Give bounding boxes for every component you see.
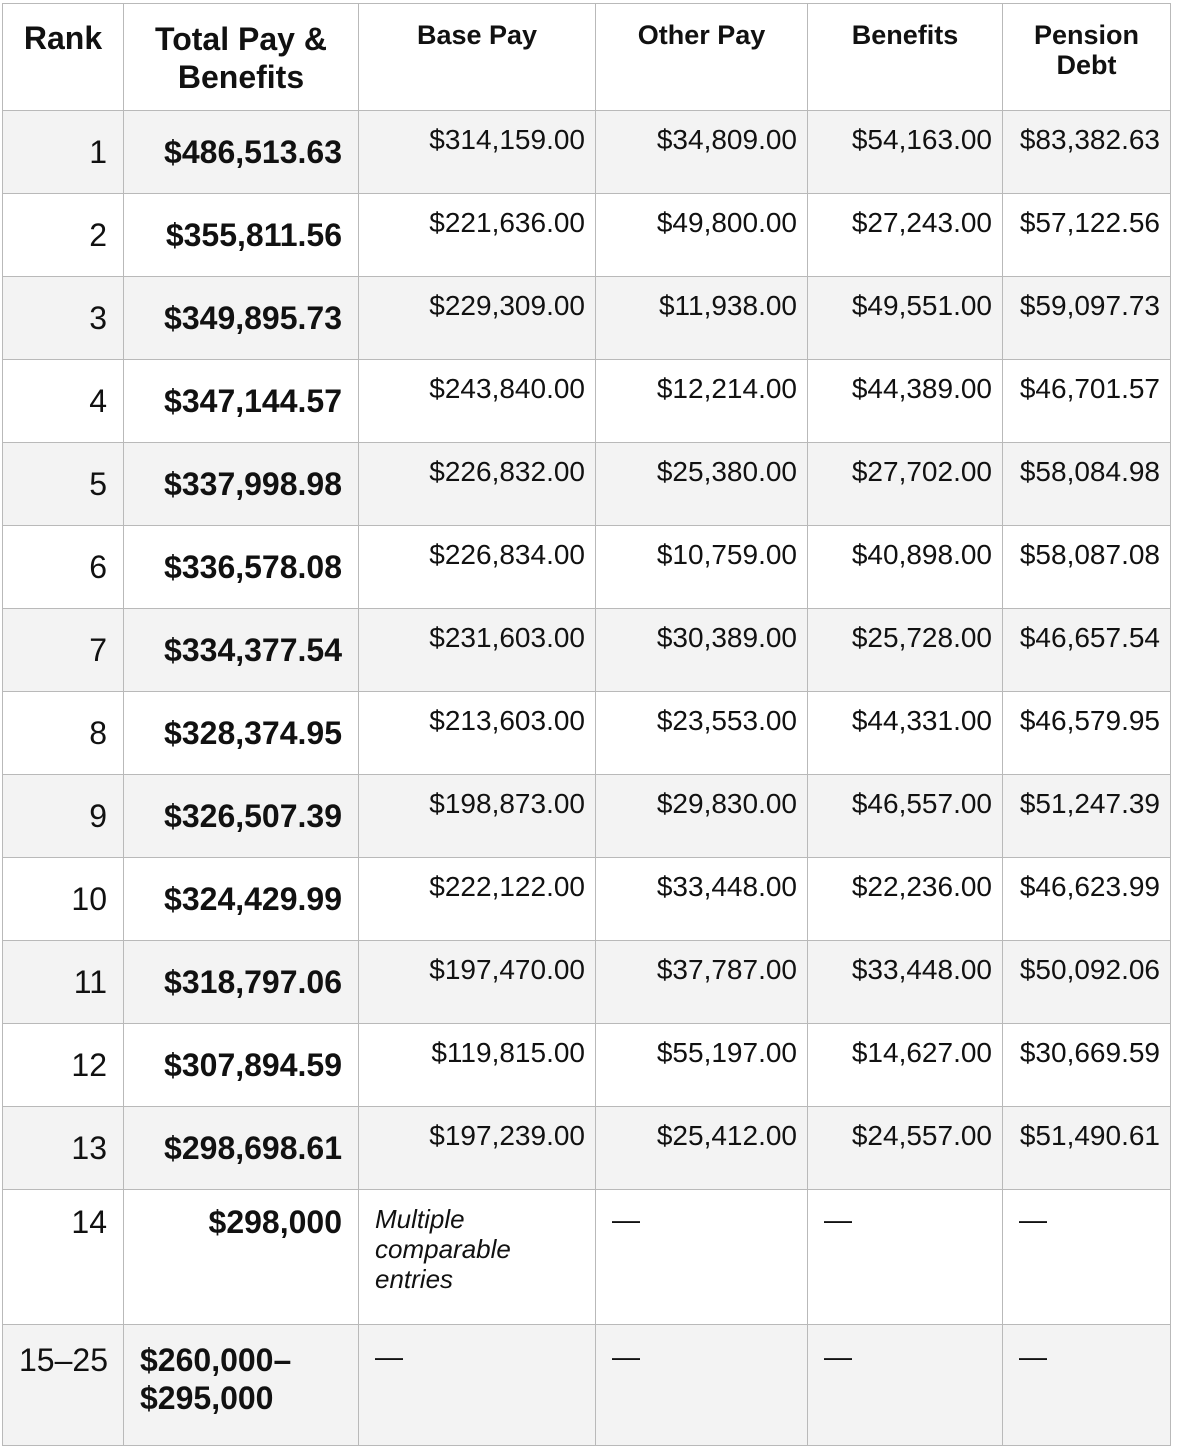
pension-debt-cell: $46,623.99 xyxy=(1003,858,1171,941)
pension-debt-cell: $58,084.98 xyxy=(1003,443,1171,526)
other-pay-cell: $25,380.00 xyxy=(596,443,808,526)
table-row xyxy=(3,111,1171,194)
pension-debt-cell: $30,669.59 xyxy=(1003,1024,1171,1107)
compensation-table xyxy=(2,3,1171,1446)
other-pay-cell: $33,448.00 xyxy=(596,858,808,941)
total-cell: $298,698.61 xyxy=(124,1107,359,1190)
rank-cell: 3 xyxy=(3,277,124,360)
benefits-cell: $22,236.00 xyxy=(808,858,1003,941)
header-base-pay: Base Pay xyxy=(359,4,596,111)
table-row xyxy=(3,443,1171,526)
base-pay-cell: $222,122.00 xyxy=(359,858,596,941)
base-pay-cell: $221,636.00 xyxy=(359,194,596,277)
rank-cell: 1 xyxy=(3,111,124,194)
total-cell: $318,797.06 xyxy=(124,941,359,1024)
benefits-cell: $27,702.00 xyxy=(808,443,1003,526)
benefits-cell: — xyxy=(808,1190,1003,1325)
table-row xyxy=(3,775,1171,858)
total-cell: $298,000 xyxy=(124,1190,359,1325)
rank-cell: 11 xyxy=(3,941,124,1024)
rank-cell: 13 xyxy=(3,1107,124,1190)
table-row xyxy=(3,277,1171,360)
header-other-pay: Other Pay xyxy=(596,4,808,111)
table-row xyxy=(3,609,1171,692)
other-pay-cell: $34,809.00 xyxy=(596,111,808,194)
total-cell: $355,811.56 xyxy=(124,194,359,277)
benefits-cell: $24,557.00 xyxy=(808,1107,1003,1190)
table-row xyxy=(3,941,1171,1024)
base-pay-cell: $213,603.00 xyxy=(359,692,596,775)
rank-cell: 15–25 xyxy=(3,1325,124,1446)
rank-cell: 8 xyxy=(3,692,124,775)
pension-debt-cell: $46,579.95 xyxy=(1003,692,1171,775)
base-pay-cell: $226,832.00 xyxy=(359,443,596,526)
pension-debt-cell: $83,382.63 xyxy=(1003,111,1171,194)
rank-cell: 5 xyxy=(3,443,124,526)
base-pay-note-cell: Multiple comparable entries xyxy=(359,1190,596,1325)
base-pay-cell: $198,873.00 xyxy=(359,775,596,858)
other-pay-cell: — xyxy=(596,1325,808,1446)
total-cell: $260,000–$295,000 xyxy=(124,1325,359,1446)
total-cell: $337,998.98 xyxy=(124,443,359,526)
benefits-cell: $54,163.00 xyxy=(808,111,1003,194)
pension-debt-cell: $58,087.08 xyxy=(1003,526,1171,609)
pension-debt-cell: $46,657.54 xyxy=(1003,609,1171,692)
total-cell: $349,895.73 xyxy=(124,277,359,360)
other-pay-cell: $30,389.00 xyxy=(596,609,808,692)
benefits-cell: $46,557.00 xyxy=(808,775,1003,858)
rank-cell: 12 xyxy=(3,1024,124,1107)
table-row xyxy=(3,194,1171,277)
rank-cell: 7 xyxy=(3,609,124,692)
total-cell: $328,374.95 xyxy=(124,692,359,775)
table-row xyxy=(3,858,1171,941)
total-cell: $326,507.39 xyxy=(124,775,359,858)
table-row xyxy=(3,1024,1171,1107)
table-row xyxy=(3,692,1171,775)
base-pay-cell: $231,603.00 xyxy=(359,609,596,692)
base-pay-cell: $197,470.00 xyxy=(359,941,596,1024)
base-pay-cell: $226,834.00 xyxy=(359,526,596,609)
other-pay-cell: $37,787.00 xyxy=(596,941,808,1024)
other-pay-cell: — xyxy=(596,1190,808,1325)
pension-debt-cell: $51,247.39 xyxy=(1003,775,1171,858)
table-row xyxy=(3,360,1171,443)
total-cell: $336,578.08 xyxy=(124,526,359,609)
benefits-cell: $27,243.00 xyxy=(808,194,1003,277)
header-rank: Rank xyxy=(3,4,124,111)
rank-cell: 9 xyxy=(3,775,124,858)
benefits-cell: $14,627.00 xyxy=(808,1024,1003,1107)
total-cell: $486,513.63 xyxy=(124,111,359,194)
other-pay-cell: $25,412.00 xyxy=(596,1107,808,1190)
base-pay-cell: — xyxy=(359,1325,596,1446)
other-pay-cell: $23,553.00 xyxy=(596,692,808,775)
benefits-cell: $40,898.00 xyxy=(808,526,1003,609)
header-row xyxy=(3,4,1171,111)
benefits-cell: — xyxy=(808,1325,1003,1446)
base-pay-cell: $197,239.00 xyxy=(359,1107,596,1190)
other-pay-cell: $55,197.00 xyxy=(596,1024,808,1107)
benefits-cell: $33,448.00 xyxy=(808,941,1003,1024)
header-total-pay-benefits: Total Pay & Benefits xyxy=(124,4,359,111)
pension-debt-cell: $46,701.57 xyxy=(1003,360,1171,443)
pension-debt-cell: $50,092.06 xyxy=(1003,941,1171,1024)
header-benefits: Benefits xyxy=(808,4,1003,111)
pension-debt-cell: $57,122.56 xyxy=(1003,194,1171,277)
benefits-cell: $44,331.00 xyxy=(808,692,1003,775)
total-cell: $324,429.99 xyxy=(124,858,359,941)
rank-cell: 6 xyxy=(3,526,124,609)
benefits-cell: $44,389.00 xyxy=(808,360,1003,443)
rank-cell: 14 xyxy=(3,1190,124,1325)
total-cell: $334,377.54 xyxy=(124,609,359,692)
base-pay-cell: $243,840.00 xyxy=(359,360,596,443)
base-pay-cell: $314,159.00 xyxy=(359,111,596,194)
pension-debt-cell: $59,097.73 xyxy=(1003,277,1171,360)
rank-cell: 2 xyxy=(3,194,124,277)
benefits-cell: $49,551.00 xyxy=(808,277,1003,360)
total-cell: $307,894.59 xyxy=(124,1024,359,1107)
rank-cell: 4 xyxy=(3,360,124,443)
base-pay-cell: $119,815.00 xyxy=(359,1024,596,1107)
pension-debt-cell: — xyxy=(1003,1325,1171,1446)
table-row xyxy=(3,1325,1171,1446)
total-cell: $347,144.57 xyxy=(124,360,359,443)
table-row xyxy=(3,1190,1171,1325)
pension-debt-cell: — xyxy=(1003,1190,1171,1325)
other-pay-cell: $10,759.00 xyxy=(596,526,808,609)
other-pay-cell: $12,214.00 xyxy=(596,360,808,443)
other-pay-cell: $11,938.00 xyxy=(596,277,808,360)
other-pay-cell: $49,800.00 xyxy=(596,194,808,277)
rank-cell: 10 xyxy=(3,858,124,941)
base-pay-cell: $229,309.00 xyxy=(359,277,596,360)
benefits-cell: $25,728.00 xyxy=(808,609,1003,692)
table-row xyxy=(3,526,1171,609)
other-pay-cell: $29,830.00 xyxy=(596,775,808,858)
pension-debt-cell: $51,490.61 xyxy=(1003,1107,1171,1190)
table-row xyxy=(3,1107,1171,1190)
header-pension-debt: Pension Debt xyxy=(1003,4,1171,111)
